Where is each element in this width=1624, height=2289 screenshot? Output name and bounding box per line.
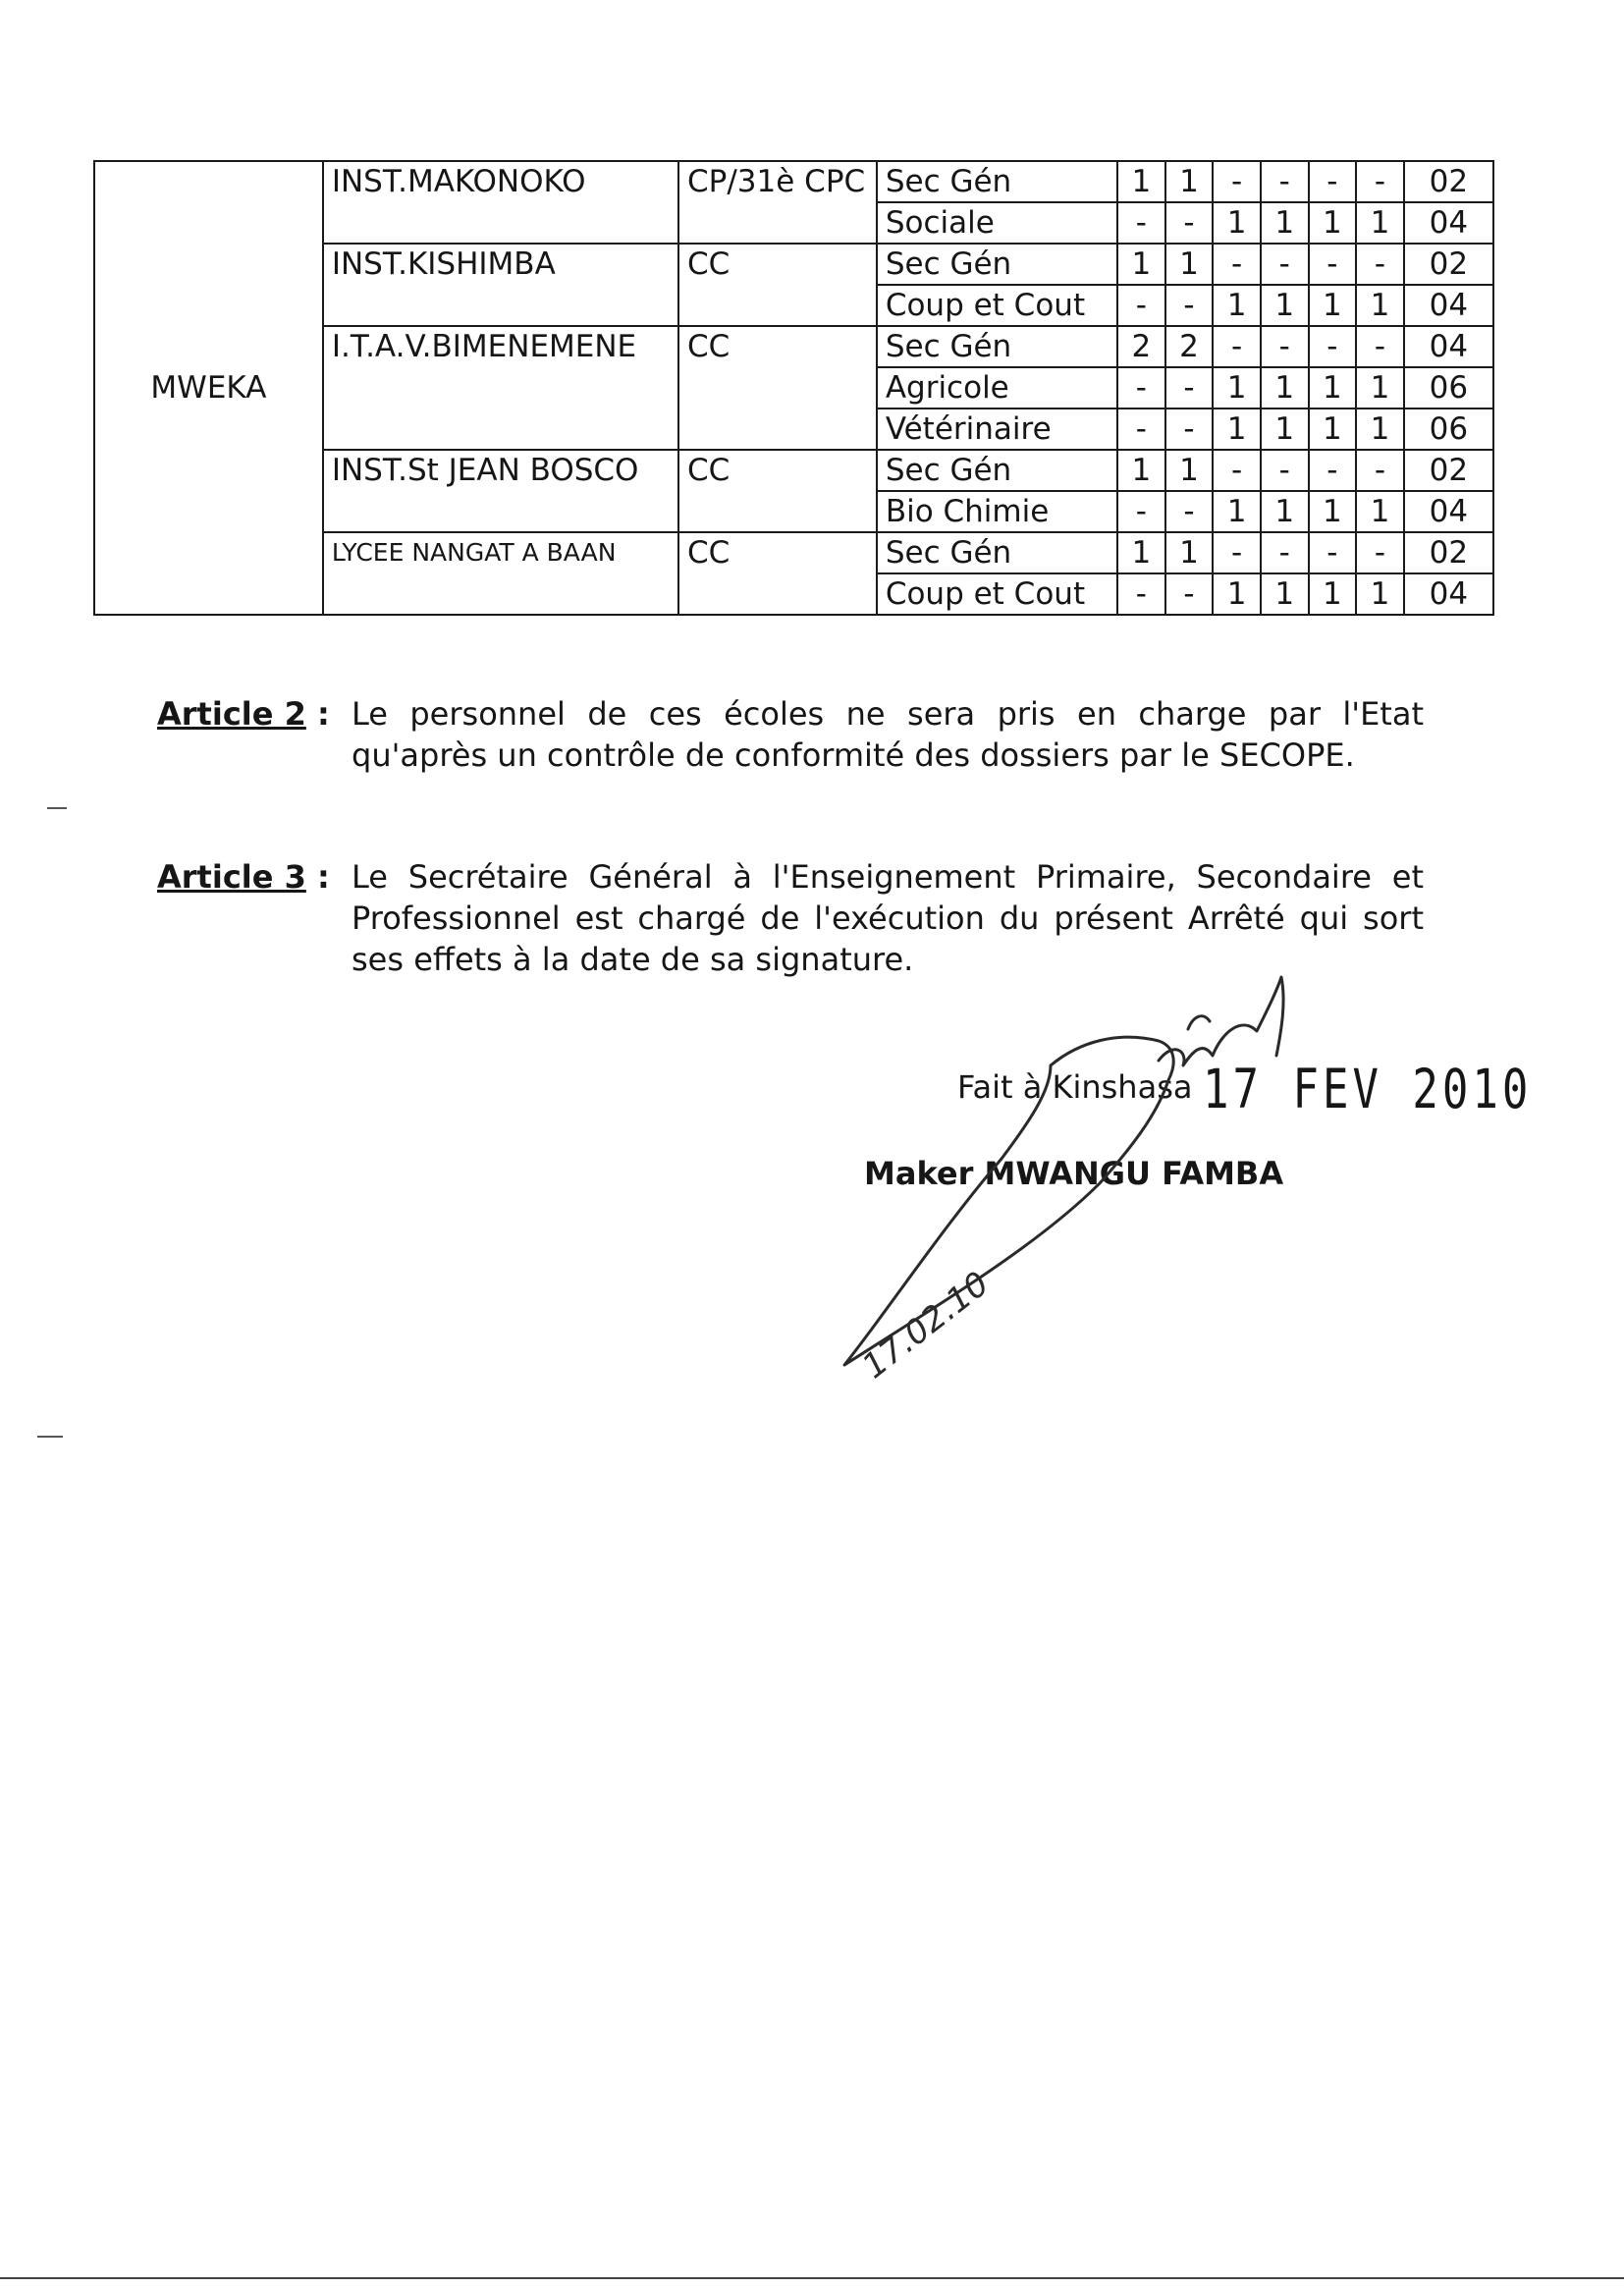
count-cell: 1 bbox=[1309, 409, 1357, 450]
section-cell: Vétérinaire bbox=[877, 409, 1117, 450]
count-cell: - bbox=[1261, 244, 1309, 285]
count-cell: - bbox=[1356, 326, 1404, 367]
count-cell: - bbox=[1213, 326, 1261, 367]
count-cell: - bbox=[1213, 161, 1261, 202]
count-cell: - bbox=[1309, 244, 1357, 285]
count-cell: - bbox=[1117, 367, 1165, 409]
count-cell: - bbox=[1117, 491, 1165, 532]
school-type-cell: CC bbox=[678, 326, 877, 450]
count-cell: 1 bbox=[1213, 573, 1261, 615]
school-name-cell: INST.KISHIMBA bbox=[323, 244, 678, 326]
count-cell: 1 bbox=[1117, 532, 1165, 573]
section-cell: Sociale bbox=[877, 202, 1117, 244]
count-cell: 1 bbox=[1309, 285, 1357, 326]
count-cell: 1 bbox=[1261, 491, 1309, 532]
table-row bbox=[94, 161, 1493, 202]
count-cell: - bbox=[1117, 202, 1165, 244]
count-cell: 1 bbox=[1309, 202, 1357, 244]
total-cell: 02 bbox=[1404, 161, 1493, 202]
count-cell: 1 bbox=[1165, 450, 1214, 491]
count-cell: - bbox=[1213, 244, 1261, 285]
count-cell: - bbox=[1261, 450, 1309, 491]
count-cell: 2 bbox=[1165, 326, 1214, 367]
count-cell: 1 bbox=[1356, 202, 1404, 244]
count-cell: - bbox=[1117, 409, 1165, 450]
scan-mark bbox=[37, 1436, 63, 1438]
section-cell: Sec Gén bbox=[877, 450, 1117, 491]
school-name-cell: INST.MAKONOKO bbox=[323, 161, 678, 244]
school-type-cell: CP/31è CPC bbox=[678, 161, 877, 244]
section-cell: Agricole bbox=[877, 367, 1117, 409]
count-cell: 1 bbox=[1165, 244, 1214, 285]
section-cell: Sec Gén bbox=[877, 161, 1117, 202]
total-cell: 02 bbox=[1404, 450, 1493, 491]
section-cell: Sec Gén bbox=[877, 532, 1117, 573]
count-cell: - bbox=[1356, 450, 1404, 491]
section-cell: Coup et Cout bbox=[877, 573, 1117, 615]
count-cell: 1 bbox=[1356, 573, 1404, 615]
count-cell: - bbox=[1261, 532, 1309, 573]
count-cell: - bbox=[1165, 409, 1214, 450]
count-cell: 1 bbox=[1356, 285, 1404, 326]
count-cell: 1 bbox=[1261, 573, 1309, 615]
count-cell: 1 bbox=[1117, 161, 1165, 202]
section-cell: Bio Chimie bbox=[877, 491, 1117, 532]
count-cell: 1 bbox=[1309, 367, 1357, 409]
count-cell: 1 bbox=[1117, 244, 1165, 285]
total-cell: 02 bbox=[1404, 532, 1493, 573]
count-cell: - bbox=[1165, 285, 1214, 326]
count-cell: 1 bbox=[1261, 367, 1309, 409]
made-at-place: Fait à Kinshasa bbox=[957, 1068, 1193, 1106]
article-2-body: Le personnel de ces écoles ne sera pris en charge par l'Etat qu'après un contrôle de conformité des dossiers par le SECOPE. bbox=[352, 695, 1424, 774]
article-2-label: Article 2 : bbox=[157, 695, 330, 733]
total-cell: 06 bbox=[1404, 367, 1493, 409]
total-cell: 06 bbox=[1404, 409, 1493, 450]
count-cell: 1 bbox=[1261, 409, 1309, 450]
total-cell: 04 bbox=[1404, 491, 1493, 532]
section-cell: Sec Gén bbox=[877, 244, 1117, 285]
school-type-cell: CC bbox=[678, 532, 877, 615]
count-cell: 1 bbox=[1356, 367, 1404, 409]
count-cell: 1 bbox=[1356, 409, 1404, 450]
school-type-cell: CC bbox=[678, 450, 877, 532]
district-cell: MWEKA bbox=[94, 161, 323, 615]
count-cell: 1 bbox=[1213, 409, 1261, 450]
count-cell: - bbox=[1117, 573, 1165, 615]
count-cell: 1 bbox=[1213, 491, 1261, 532]
school-type-cell: CC bbox=[678, 244, 877, 326]
count-cell: 1 bbox=[1309, 491, 1357, 532]
count-cell: 1 bbox=[1309, 573, 1357, 615]
count-cell: 1 bbox=[1213, 202, 1261, 244]
article-3-body: Le Secrétaire Général à l'Enseignement Primaire, Secondaire et Professionnel est chargé de l'exécution du présent Arrêté qui sort ses effets à la date de sa signature. bbox=[352, 858, 1424, 978]
count-cell: 1 bbox=[1165, 161, 1214, 202]
count-cell: - bbox=[1117, 285, 1165, 326]
total-cell: 04 bbox=[1404, 326, 1493, 367]
article-3-label: Article 3 : bbox=[157, 858, 330, 896]
count-cell: - bbox=[1309, 161, 1357, 202]
handwritten-date: 17.02.10 bbox=[854, 1264, 997, 1388]
total-cell: 02 bbox=[1404, 244, 1493, 285]
school-name-cell: INST.St JEAN BOSCO bbox=[323, 450, 678, 532]
count-cell: - bbox=[1309, 532, 1357, 573]
count-cell: - bbox=[1356, 161, 1404, 202]
count-cell: - bbox=[1165, 202, 1214, 244]
count-cell: - bbox=[1356, 532, 1404, 573]
article-2 bbox=[157, 693, 1424, 776]
section-cell: Coup et Cout bbox=[877, 285, 1117, 326]
signature-date-stamp: 17 FEV 2010 bbox=[1203, 1059, 1533, 1121]
count-cell: 1 bbox=[1213, 367, 1261, 409]
count-cell: - bbox=[1356, 244, 1404, 285]
count-cell: 2 bbox=[1117, 326, 1165, 367]
count-cell: 1 bbox=[1356, 491, 1404, 532]
total-cell: 04 bbox=[1404, 285, 1493, 326]
count-cell: 1 bbox=[1261, 285, 1309, 326]
count-cell: 1 bbox=[1261, 202, 1309, 244]
schools-table bbox=[93, 160, 1494, 616]
scan-mark bbox=[47, 807, 67, 809]
count-cell: 1 bbox=[1117, 450, 1165, 491]
school-name-cell: I.T.A.V.BIMENEMENE bbox=[323, 326, 678, 450]
count-cell: - bbox=[1309, 326, 1357, 367]
article-3 bbox=[157, 856, 1424, 980]
count-cell: - bbox=[1165, 573, 1214, 615]
total-cell: 04 bbox=[1404, 573, 1493, 615]
count-cell: - bbox=[1261, 161, 1309, 202]
total-cell: 04 bbox=[1404, 202, 1493, 244]
signatory-name: Maker MWANGU FAMBA bbox=[864, 1155, 1284, 1192]
count-cell: - bbox=[1261, 326, 1309, 367]
school-name-cell: LYCEE NANGAT A BAAN bbox=[323, 532, 678, 615]
count-cell: 1 bbox=[1213, 285, 1261, 326]
count-cell: 1 bbox=[1165, 532, 1214, 573]
count-cell: - bbox=[1165, 367, 1214, 409]
count-cell: - bbox=[1309, 450, 1357, 491]
page-bottom-rule bbox=[0, 2277, 1624, 2279]
section-cell: Sec Gén bbox=[877, 326, 1117, 367]
count-cell: - bbox=[1213, 450, 1261, 491]
count-cell: - bbox=[1213, 532, 1261, 573]
count-cell: - bbox=[1165, 491, 1214, 532]
